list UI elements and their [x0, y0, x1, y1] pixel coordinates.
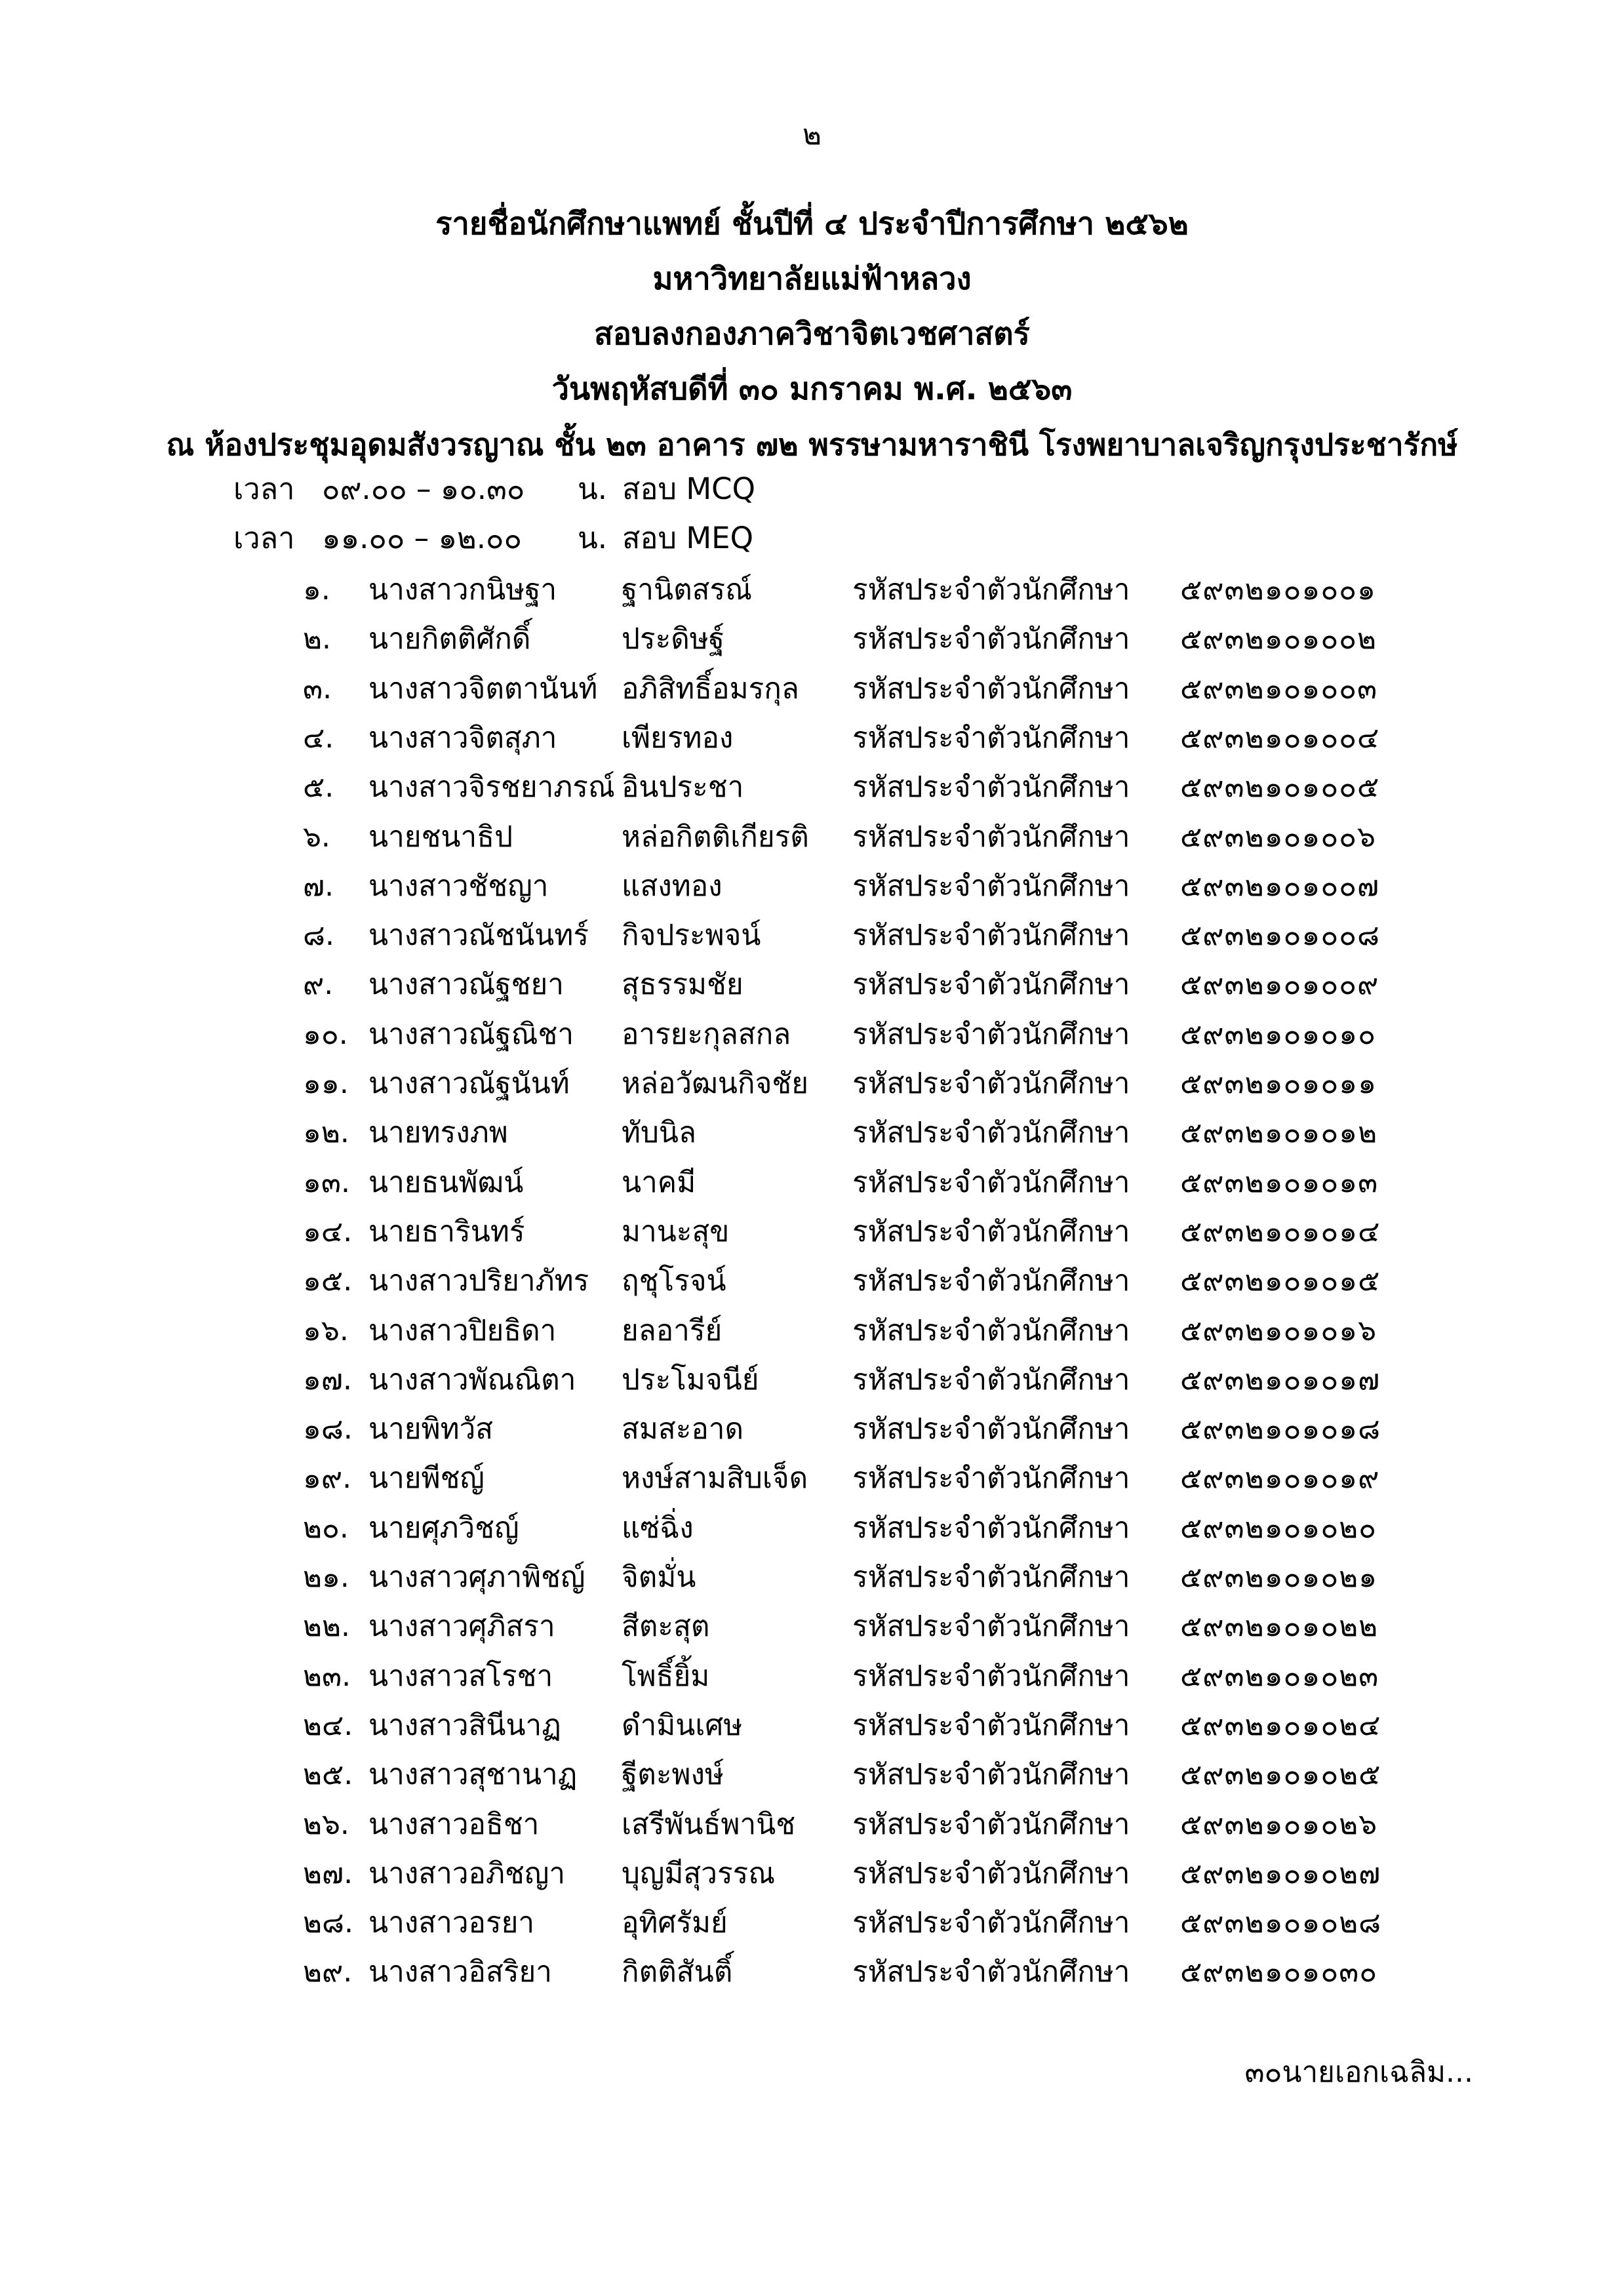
student-last-name: จิตมั่น [622, 1560, 696, 1594]
student-number: ๕. [303, 770, 334, 804]
student-first-name: นางสาวณัฐชยา [368, 968, 564, 1001]
student-number: ๒๑. [303, 1560, 349, 1594]
student-id-label: รหัสประจำตัวนักศึกษา [852, 573, 1130, 606]
student-id: ๕๙๓๒๑๐๑๐๒๘ [1180, 1906, 1382, 1939]
student-number: ๒๔. [303, 1709, 353, 1742]
student-number: ๑๕. [303, 1264, 353, 1298]
list-item [0, 1701, 1624, 1750]
student-id: ๕๙๓๒๑๐๑๐๒๐ [1180, 1511, 1377, 1545]
student-first-name: นางสาวจิตสุภา [368, 721, 557, 755]
student-first-name: นางสาวณัฐณิชา [368, 1018, 574, 1051]
student-first-name: นางสาวจิรชยาภรณ์ [368, 770, 615, 804]
student-id-label: รหัสประจำตัวนักศึกษา [852, 1264, 1130, 1298]
student-number: ๒. [303, 622, 331, 656]
session-exam: สอบ MCQ [622, 471, 756, 506]
list-item [0, 1602, 1624, 1651]
student-id: ๕๙๓๒๑๐๑๐๐๕ [1180, 770, 1380, 804]
student-id-label: รหัสประจำตัวนักศึกษา [852, 770, 1130, 804]
student-last-name: สีตะสุต [622, 1610, 710, 1643]
student-last-name: ฐานิตสรณ์ [622, 573, 752, 606]
student-number: ๒๖. [303, 1808, 349, 1841]
student-number: ๙. [303, 968, 334, 1001]
student-id-label: รหัสประจำตัวนักศึกษา [852, 1857, 1130, 1890]
student-first-name: นางสาวพัณณิตา [368, 1363, 576, 1397]
student-first-name: นางสาวอิสริยา [368, 1955, 552, 1989]
student-number: ๑๗. [303, 1363, 353, 1397]
student-id-label: รหัสประจำตัวนักศึกษา [852, 721, 1130, 755]
student-number: ๔. [303, 721, 334, 755]
student-id: ๕๙๓๒๑๐๑๐๑๖ [1180, 1314, 1377, 1347]
student-last-name: มานะสุข [622, 1215, 730, 1248]
student-id-label: รหัสประจำตัวนักศึกษา [852, 1461, 1130, 1495]
student-last-name: กิตติสันติ์ [622, 1955, 733, 1989]
student-first-name: นางสาวศุภาพิชญ์ [368, 1560, 585, 1594]
student-first-name: นางสาวปริยาภัทร [368, 1264, 589, 1298]
student-last-name: อารยะกุลสกล [622, 1018, 791, 1051]
student-last-name: แสงทอง [622, 869, 723, 903]
student-number: ๗. [303, 869, 334, 903]
student-first-name: นายธนพัฒน์ [368, 1166, 524, 1199]
student-number: ๒๗. [303, 1857, 353, 1890]
list-item [0, 1503, 1624, 1553]
student-last-name: ยลอารีย์ [622, 1314, 723, 1347]
student-id-label: รหัสประจำตัวนักศึกษา [852, 672, 1130, 705]
student-id: ๕๙๓๒๑๐๑๐๒๖ [1180, 1808, 1378, 1841]
student-first-name: นางสาวณัฐนันท์ [368, 1067, 570, 1100]
student-number: ๒๒. [303, 1610, 350, 1643]
student-id: ๕๙๓๒๑๐๑๐๐๔ [1180, 721, 1380, 755]
student-last-name: สุธรรมชัย [622, 968, 743, 1001]
student-id: ๕๙๓๒๑๐๑๐๑๕ [1180, 1264, 1381, 1298]
header-date: วันพฤหัสบดีที่ ๓๐ มกราคม พ.ศ. ๒๕๖๓ [551, 371, 1073, 407]
student-first-name: นางสาวสินีนาฏ [368, 1709, 561, 1742]
exam-sessions [233, 464, 755, 563]
student-first-name: นายทรงภพ [368, 1116, 508, 1149]
list-item [0, 862, 1624, 911]
student-id-label: รหัสประจำตัวนักศึกษา [852, 1906, 1130, 1939]
student-id: ๕๙๓๒๑๐๑๐๒๕ [1180, 1758, 1381, 1791]
student-last-name: ดำมินเศษ [622, 1709, 743, 1742]
list-item [0, 960, 1624, 1009]
student-id: ๕๙๓๒๑๐๑๐๑๘ [1180, 1412, 1381, 1446]
session-row [233, 513, 755, 563]
student-first-name: นายกิตติศักดิ์ [368, 622, 531, 656]
student-id-label: รหัสประจำตัวนักศึกษา [852, 869, 1130, 903]
student-number: ๑๐. [303, 1018, 348, 1051]
student-number: ๑๒. [303, 1116, 349, 1149]
student-id: ๕๙๓๒๑๐๑๐๐๗ [1180, 869, 1380, 903]
list-item [0, 713, 1624, 763]
list-item [0, 1800, 1624, 1849]
list-item [0, 1553, 1624, 1602]
student-first-name: นางสาวอรยา [368, 1906, 535, 1939]
document-header [0, 197, 1624, 472]
student-number: ๑๖. [303, 1314, 349, 1347]
student-last-name: ประโมจนีย์ [622, 1363, 759, 1397]
student-number: ๑๙. [303, 1461, 352, 1495]
header-university: มหาวิทยาลัยแม่ฟ้าหลวง [652, 261, 972, 297]
session-exam: สอบ MEQ [622, 521, 754, 555]
student-last-name: ทับนิล [622, 1116, 696, 1149]
list-item [0, 1898, 1624, 1947]
continuation-note: ๓๐นายเอกเฉลิม... [1244, 2056, 1473, 2089]
student-id: ๕๙๓๒๑๐๑๐๐๖ [1180, 820, 1376, 854]
student-id-label: รหัสประจำตัวนักศึกษา [852, 1955, 1130, 1989]
session-time: ๑๑.๐๐ – ๑๒.๐๐ [322, 521, 522, 555]
student-number: ๑. [303, 573, 330, 606]
student-first-name: นางสาวณัชนันทร์ [368, 919, 589, 952]
student-id-label: รหัสประจำตัวนักศึกษา [852, 1412, 1130, 1446]
list-item [0, 1454, 1624, 1503]
student-number: ๒๐. [303, 1511, 349, 1545]
student-first-name: นางสาวอธิชา [368, 1808, 540, 1841]
student-id: ๕๙๓๒๑๐๑๐๑๔ [1180, 1215, 1381, 1248]
student-number: ๒๕. [303, 1758, 353, 1791]
session-label: เวลา [233, 471, 295, 506]
student-id: ๕๙๓๒๑๐๑๐๐๓ [1180, 672, 1378, 705]
session-unit: น. [578, 471, 608, 506]
student-id-label: รหัสประจำตัวนักศึกษา [852, 1709, 1130, 1742]
student-id: ๕๙๓๒๑๐๑๐๑๙ [1180, 1461, 1380, 1495]
list-item [0, 1108, 1624, 1157]
student-number: ๑๑. [303, 1067, 349, 1100]
student-last-name: โพธิ์ยิ้ม [622, 1659, 710, 1693]
student-id-label: รหัสประจำตัวนักศึกษา [852, 1758, 1130, 1791]
student-id: ๕๙๓๒๑๐๑๐๐๒ [1180, 622, 1377, 656]
session-label: เวลา [233, 521, 295, 555]
list-item [0, 1404, 1624, 1454]
student-first-name: นางสาวศุภิสรา [368, 1610, 555, 1643]
student-last-name: อภิสิทธิ์อมรกุล [622, 672, 799, 705]
student-id: ๕๙๓๒๑๐๑๐๑๒ [1180, 1116, 1378, 1149]
student-id: ๕๙๓๒๑๐๑๐๑๗ [1180, 1363, 1381, 1397]
student-first-name: นายธารินทร์ [368, 1215, 525, 1248]
session-unit: น. [578, 521, 608, 555]
student-number: ๖. [303, 820, 330, 854]
student-id-label: รหัสประจำตัวนักศึกษา [852, 1363, 1130, 1397]
list-item [0, 1059, 1624, 1108]
student-last-name: อุทิศรัมย์ [622, 1906, 728, 1939]
student-last-name: หงษ์สามสิบเจ็ด [622, 1461, 808, 1495]
student-id: ๕๙๓๒๑๐๑๐๐๘ [1180, 919, 1380, 952]
student-number: ๑๘. [303, 1412, 353, 1446]
list-item [0, 1158, 1624, 1207]
student-number: ๒๘. [303, 1906, 353, 1939]
student-id: ๕๙๓๒๑๐๑๐๐๑ [1180, 573, 1376, 606]
student-last-name: กิจประพจน์ [622, 919, 761, 952]
header-venue: ณ ห้องประชุมอุดมสังวรญาณ ชั้น ๒๓ อาคาร ๗๒ พรรษามหาราชินี โรงพยาบาลเจริญกรุงประชารักษ์ [166, 427, 1458, 462]
student-number: ๘. [303, 919, 334, 952]
student-id: ๕๙๓๒๑๐๑๐๒๒ [1180, 1610, 1379, 1643]
student-number: ๒๓. [303, 1659, 351, 1693]
student-last-name: สมสะอาด [622, 1412, 744, 1446]
student-id-label: รหัสประจำตัวนักศึกษา [852, 1116, 1130, 1149]
student-id-label: รหัสประจำตัวนักศึกษา [852, 1610, 1130, 1643]
student-first-name: นายชนาธิป [368, 820, 513, 854]
student-number: ๓. [303, 672, 332, 705]
student-id: ๕๙๓๒๑๐๑๐๓๐ [1180, 1955, 1378, 1989]
student-last-name: นาคมี [622, 1166, 696, 1199]
student-last-name: ประดิษฐ์ [622, 622, 725, 656]
student-last-name: อินประชา [622, 770, 744, 804]
student-id: ๕๙๓๒๑๐๑๐๒๑ [1180, 1560, 1378, 1594]
student-first-name: นายพีชญ์ [368, 1461, 485, 1495]
list-item [0, 664, 1624, 713]
header-title: รายชื่อนักศึกษาแพทย์ ชั้นปีที่ ๔ ประจำปีการศึกษา ๒๕๖๒ [435, 206, 1189, 242]
student-id-label: รหัสประจำตัวนักศึกษา [852, 1511, 1130, 1545]
header-department: สอบลงกองภาควิชาจิตเวชศาสตร์ [594, 316, 1030, 352]
list-item [0, 763, 1624, 812]
student-id: ๕๙๓๒๑๐๑๐๒๗ [1180, 1857, 1381, 1890]
list-item [0, 565, 1624, 614]
list-item [0, 1306, 1624, 1355]
student-id-label: รหัสประจำตัวนักศึกษา [852, 968, 1130, 1001]
student-id: ๕๙๓๒๑๐๑๐๑๐ [1180, 1018, 1376, 1051]
student-last-name: หล่อกิตติเกียรติ [622, 820, 809, 854]
student-last-name: เสรีพันธ์พานิช [622, 1808, 796, 1841]
student-id-label: รหัสประจำตัวนักศึกษา [852, 1314, 1130, 1347]
list-item [0, 1256, 1624, 1305]
list-item [0, 1750, 1624, 1799]
student-id-label: รหัสประจำตัวนักศึกษา [852, 1215, 1130, 1248]
student-id-label: รหัสประจำตัวนักศึกษา [852, 1808, 1130, 1841]
list-item [0, 1355, 1624, 1404]
student-first-name: นายศุภวิชญ์ [368, 1511, 519, 1545]
student-first-name: นางสาวสโรชา [368, 1659, 553, 1693]
list-item [0, 812, 1624, 862]
list-item [0, 1947, 1624, 1997]
student-id: ๕๙๓๒๑๐๑๐๑๑ [1180, 1067, 1377, 1100]
list-item [0, 911, 1624, 960]
student-id: ๕๙๓๒๑๐๑๐๒๔ [1180, 1709, 1381, 1742]
page-number: ๒ [802, 118, 822, 151]
student-id-label: รหัสประจำตัวนักศึกษา [852, 1067, 1130, 1100]
student-last-name: บุญมีสุวรรณ [622, 1857, 776, 1890]
list-item [0, 1010, 1624, 1059]
list-item [0, 1849, 1624, 1898]
student-first-name: นางสาวกนิษฐา [368, 573, 557, 606]
student-id-label: รหัสประจำตัวนักศึกษา [852, 820, 1130, 854]
student-id-label: รหัสประจำตัวนักศึกษา [852, 1018, 1130, 1051]
student-first-name: นางสาวสุชานาฏ [368, 1758, 578, 1791]
student-id-label: รหัสประจำตัวนักศึกษา [852, 1659, 1130, 1693]
student-first-name: นางสาวจิตตานันท์ [368, 672, 598, 705]
student-last-name: ฤชุโรจน์ [622, 1264, 726, 1298]
student-id-label: รหัสประจำตัวนักศึกษา [852, 919, 1130, 952]
student-last-name: ฐีตะพงษ์ [622, 1758, 724, 1791]
student-id-label: รหัสประจำตัวนักศึกษา [852, 622, 1130, 656]
student-first-name: นายพิทวัส [368, 1412, 494, 1446]
student-id-label: รหัสประจำตัวนักศึกษา [852, 1560, 1130, 1594]
student-id-label: รหัสประจำตัวนักศึกษา [852, 1166, 1130, 1199]
student-first-name: นางสาวชัชญา [368, 869, 549, 903]
student-last-name: แซ่ฉิ่ง [622, 1511, 694, 1545]
student-number: ๒๙. [303, 1955, 353, 1989]
student-number: ๑๔. [303, 1215, 353, 1248]
session-row [233, 464, 755, 513]
student-id: ๕๙๓๒๑๐๑๐๒๓ [1180, 1659, 1379, 1693]
student-first-name: นางสาวปิยธิดา [368, 1314, 557, 1347]
student-id: ๕๙๓๒๑๐๑๐๐๙ [1180, 968, 1379, 1001]
student-last-name: เพียรทอง [622, 721, 734, 755]
student-id: ๕๙๓๒๑๐๑๐๑๓ [1180, 1166, 1379, 1199]
session-time: ๐๙.๐๐ – ๑๐.๓๐ [322, 471, 525, 506]
student-first-name: นางสาวอภิชญา [368, 1857, 566, 1890]
list-item [0, 614, 1624, 664]
student-last-name: หล่อวัฒนกิจชัย [622, 1067, 808, 1100]
list-item [0, 1207, 1624, 1256]
student-number: ๑๓. [303, 1166, 350, 1199]
list-item [0, 1652, 1624, 1701]
